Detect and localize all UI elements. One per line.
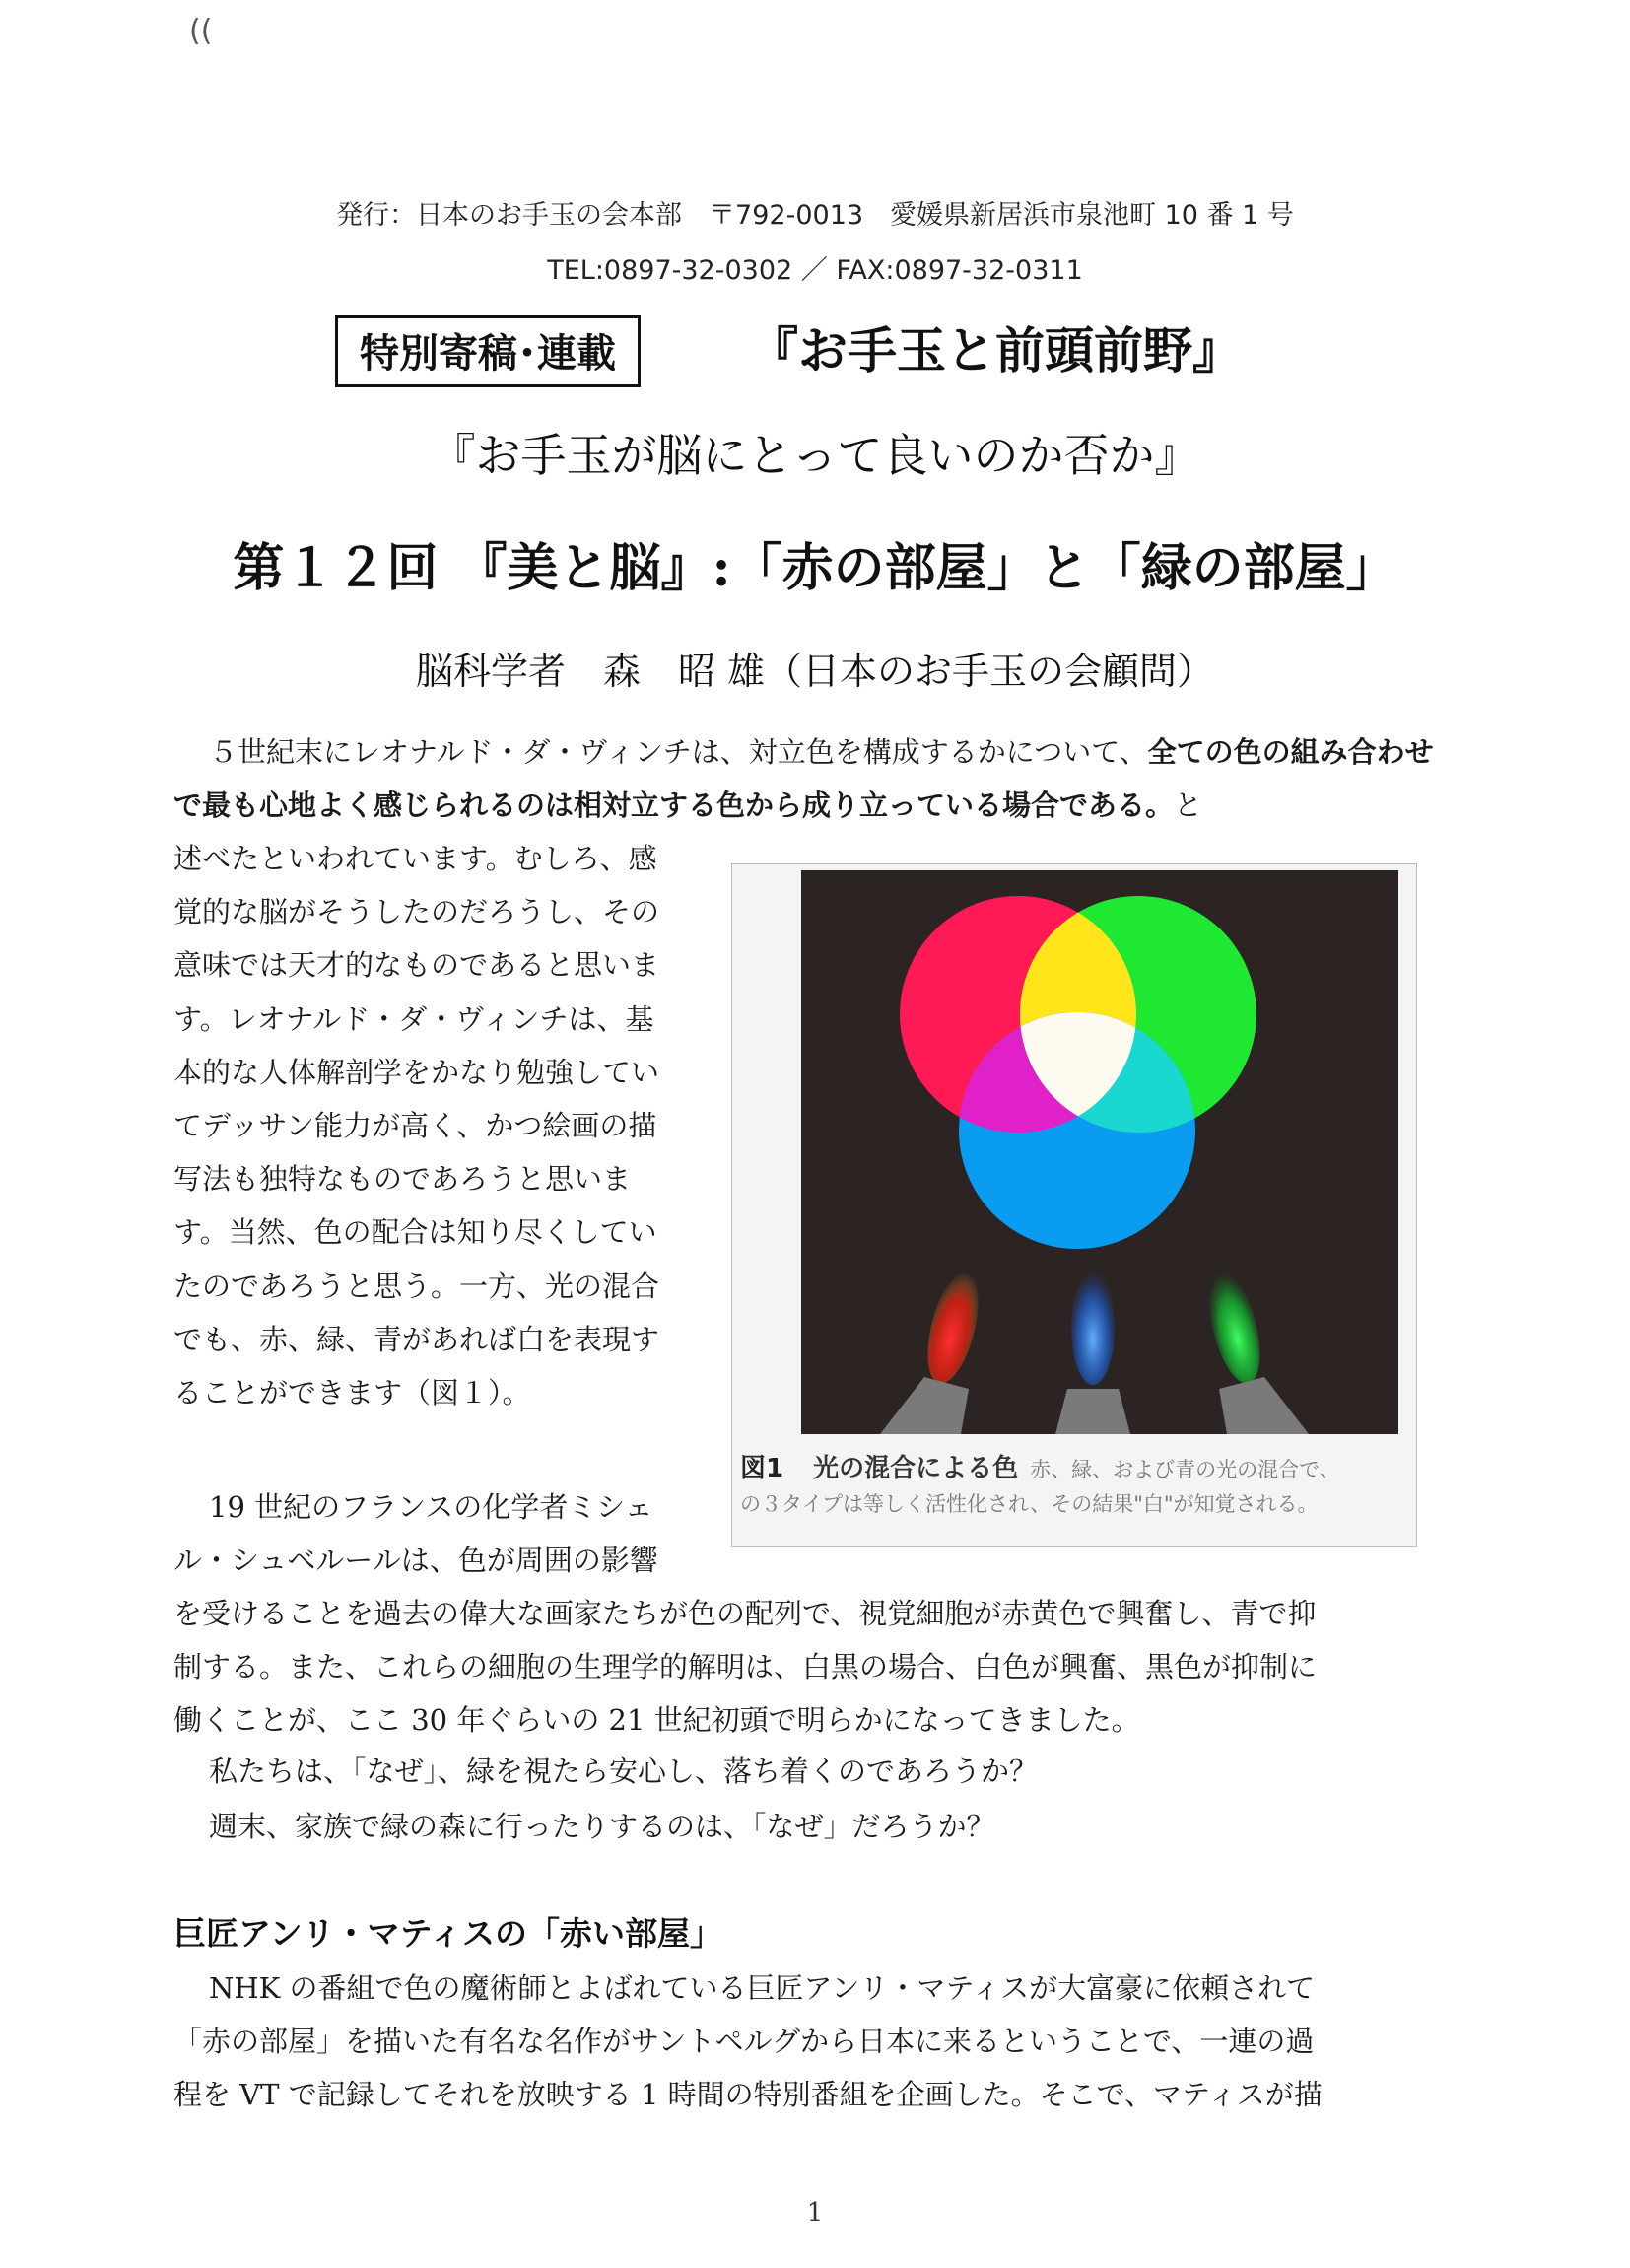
column-line: 覚的な脳がそうしたのだろうし、その [173,895,660,929]
series-title: 『お手玉と前頭前野』 [749,322,1242,379]
column-line: ることができます（図１）。 [173,1376,531,1410]
figure-number: 図1 [740,1454,784,1483]
author-line: 脳科学者 森 昭 雄（日本のお手玉の会顧問） [415,650,1215,693]
column-line: でも、赤、緑、青があれば白を表現す [173,1322,660,1356]
para2-line: を受けることを過去の偉大な画家たちが色の配列で、視覚細胞が赤黄色で興奮し、青で抑 [173,1597,1317,1630]
column-line: たのであろうと思う。一方、光の混合 [173,1269,660,1303]
para2-line: 制する。また、これらの細胞の生理学的解明は、白黒の場合、白色が興奮、黒色が抑制に [173,1650,1318,1684]
question-line: 週末、家族で緑の森に行ったりするのは、「なぜ」だろうか？ [209,1810,995,1843]
publisher-contact: TEL:0897-32-0302 ／ FAX:0897-32-0311 [547,255,1083,286]
para2-line: 19 世紀のフランスの化学者ミシェ [209,1490,653,1524]
special-contribution-label: 特別寄稿･連載 [335,315,641,387]
intro-paragraph [173,725,1435,832]
article-subtitle: 『お手玉が脳にとって良いのか否か』 [430,429,1200,482]
para3-line: NHK の番組で色の魔術師とよばれている巨匠アンリ・マティスが大富豪に依頼されて [209,1971,1316,2005]
question-line: 私たちは、「なぜ」、緑を視たら安心し、落ち着くのであろうか？ [209,1754,1039,1788]
column-line: す。レオナルド・ダ・ヴィンチは、基 [173,1001,654,1036]
column-line: 写法も独特なものであろうと思いま [173,1162,632,1197]
intro-tail: と [1174,789,1203,822]
para2-line: ル・シュベルールは、色が周囲の影響 [173,1544,658,1577]
figure-light-mixing [731,863,1417,1547]
figure-caption [740,1448,1406,1518]
matisse-paragraph [173,1961,1445,2121]
column-line: てデッサン能力が高く、かつ絵画の描 [173,1109,657,1143]
page-number: 1 [806,2198,824,2228]
chevreul-paragraph-rest [173,1587,1445,1747]
column-line: 意味では天才的なものであると思いま [173,948,660,983]
figure-image [732,864,1416,1546]
para3-line: 程を VT で記録してそれを放映する 1 時間の特別番組を企画した。そこで、マティスが描 [173,2078,1323,2111]
intro-lead: ５世紀末にレオナルド・ダ・ヴィンチは、対立色を構成するかについて、 [209,735,1148,769]
section-heading: 巨匠アンリ・マティスの「赤い部屋」 [173,1914,723,1953]
para2-line: 働くことが、ここ 30 年ぐらいの 21 世紀初頭で明らかになってきました。 [173,1703,1140,1737]
corner-mark: (( [189,14,213,48]
intro-bold: 全ての色の組み合わせで最も心地よく感じられるのは相対立する色から成り立っている場合である。 [173,735,1434,822]
column-line: す。当然、色の配合は知り尽くしてい [173,1215,657,1250]
blue-flame [1071,1271,1115,1385]
figure-caption-line2: の３タイプは等しく活性化され、その結果"白"が知覚される。 [740,1492,1319,1516]
column-text [173,832,725,1419]
figure-title: 光の混合による色 [813,1454,1019,1483]
episode-title: 第１２回 『美と脳』:「赤の部屋」と「緑の部屋」 [233,538,1397,598]
column-line: 本的な人体解剖学をかなり勉強してい [173,1055,660,1089]
chevreul-paragraph-start [173,1480,706,1587]
para3-line: 「赤の部屋」を描いた有名な名作がサントペルグから日本に来るということで、一連の過 [173,2025,1315,2058]
column-line: 述べたといわれています。むしろ、感 [173,842,657,875]
publisher-address: 発行：日本のお手玉の会本部 〒792-0013 愛媛県新居浜市泉池町 10 番 1 号 [336,200,1294,231]
figure-caption-line1: 赤、緑、および青の光の混合で、 [1030,1458,1340,1481]
